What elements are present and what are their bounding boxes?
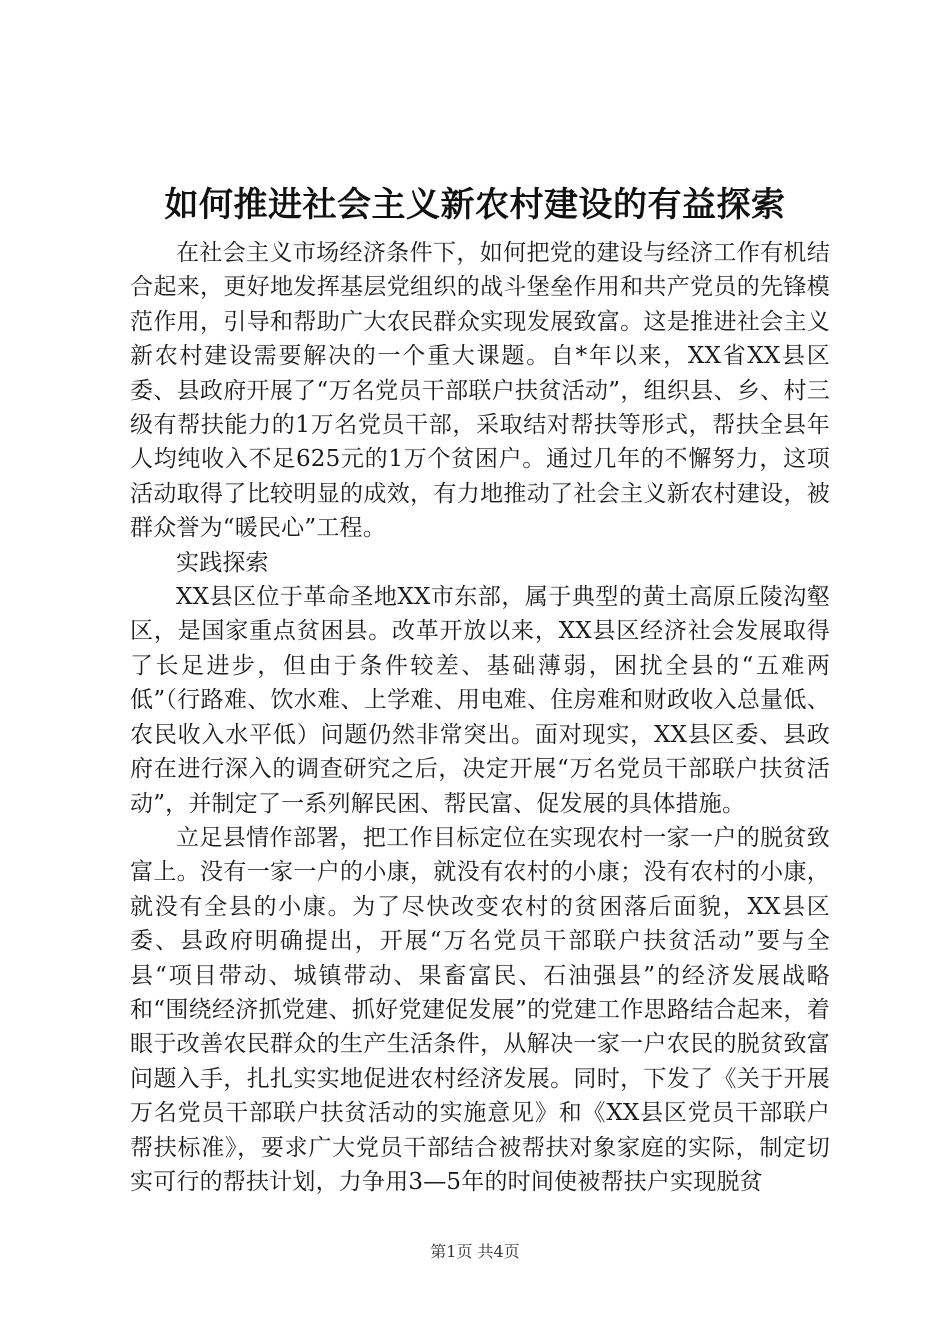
document-title: 如何推进社会主义新农村建设的有益探索 (164, 185, 786, 225)
paragraph: 立足县情作部署，把工作目标定位在实现农村一家一户的脱贫致富上。没有一家一户的小康，就没有农村的小康；没有农村的小康，就没有全县的小康。为了尽快改变农村的贫困落后面貌，XX县区委、县政府明确提出，开展“万名党员干部联户扶贫活动”要与全县“项目带动、城镇带动、果畜富民、石油强县”的经济发展战略和“围绕经济抓党建、抓好党建促发展”的党建工作思路结合起来，着眼于改善农民群众的生产生活条件，从解决一家一户农民的脱贫致富问题入手，扎扎实实地促进农村经济发展。同时，下发了《关于开展万名党员干部联户扶贫活动的实施意见》和《XX县区党员干部联户帮扶标准》，要求广大党员干部结合被帮扶对象家庭的实际，制定切实可行的帮扶计划，力争用3—5年的时间使被帮扶户实现脱贫 (130, 824, 830, 1195)
document-body (130, 236, 830, 1199)
page-footer: 第1页 共4页 (430, 1242, 520, 1261)
section-heading: 实践探索 (176, 549, 269, 576)
paragraph: XX县区位于革命圣地XX市东部，属于典型的黄土高原丘陵沟壑区，是国家重点贫困县。改革开放以来，XX县区经济社会发展取得了长足进步，但由于条件较差、基础薄弱，困扰全县的“五难两低”（行路难、饮水难、上学难、用电难、住房难和财政收入总量低、农民收入水平低）问题仍然非常突出。面对现实，XX县区委、县政府在进行深入的调查研究之后，决定开展“万名党员干部联户扶贫活动”，并制定了一系列解民困、帮民富、促发展的具体措施。 (130, 584, 830, 817)
paragraph: 在社会主义市场经济条件下，如何把党的建设与经济工作有机结合起来，更好地发挥基层党组织的战斗堡垒作用和共产党员的先锋模范作用，引导和帮助广大农民群众实现发展致富。这是推进社会主义新农村建设需要解决的一个重大课题。自*年以来，XX省XX县区委、县政府开展了“万名党员干部联户扶贫活动”，组织县、乡、村三级有帮扶能力的1万名党员干部，采取结对帮扶等形式，帮扶全县年人均纯收入不足625元的1万个贫困户。通过几年的不懈努力，这项活动取得了比较明显的成效，有力地推动了社会主义新农村建设，被群众誉为“暖民心”工程。 (130, 240, 830, 542)
